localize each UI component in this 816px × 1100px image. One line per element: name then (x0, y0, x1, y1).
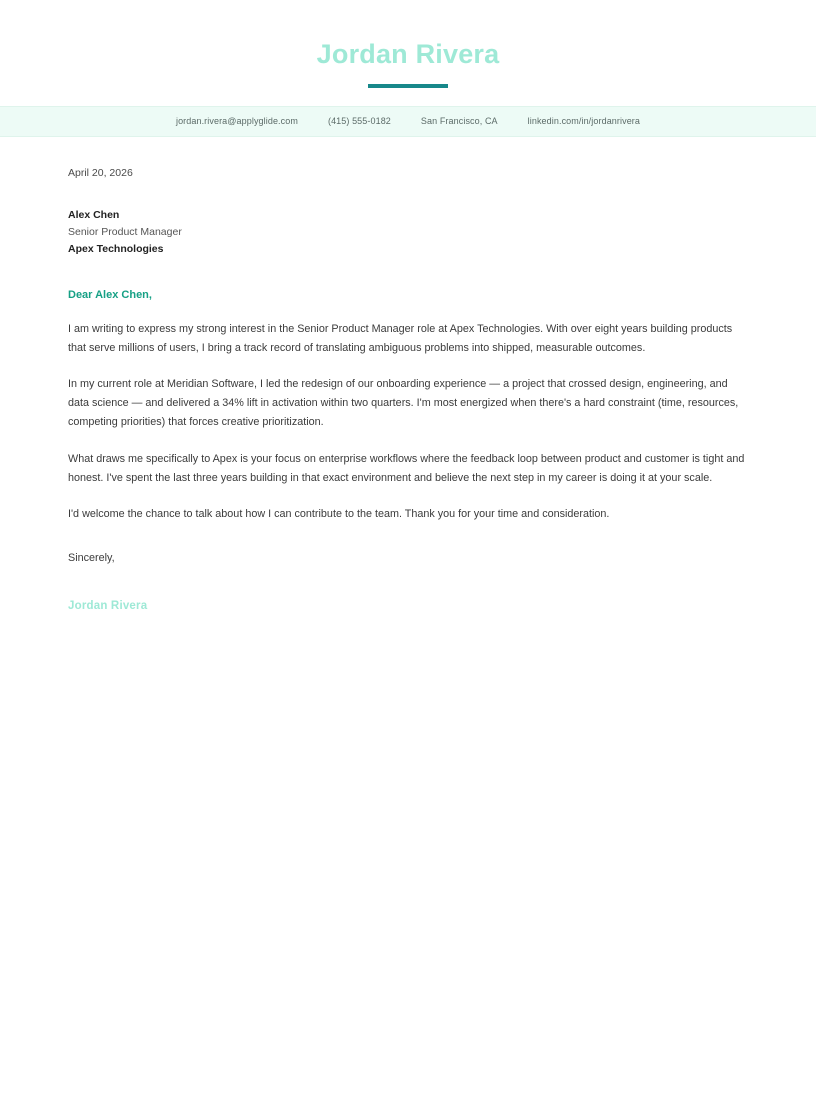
title-underline-accent (368, 84, 448, 88)
recipient-block (68, 207, 748, 259)
signature-name: Jordan Rivera (68, 600, 148, 613)
letter-paragraph: I am writing to express my strong interest in the Senior Product Manager role at Apex Technologies. With over eight years building products that serve millions of users, I bring a track record of translating ambiguous problems into shipped, measurable outcomes. (68, 322, 733, 354)
contact-email[interactable]: jordan.rivera@applyglide.com (175, 116, 298, 127)
closing-line: Sincerely, (68, 552, 115, 565)
letter-paragraph: I'd welcome the chance to talk about how I can contribute to the team. Thank you for your time and consideration. (68, 508, 610, 521)
contact-location: San Francisco, CA (420, 116, 498, 127)
letter-header (0, 0, 816, 106)
letter-paragraph: What draws me specifically to Apex is your focus on enterprise workflows where the feedback loop between product and customer is tight and honest. I've spent the last three years building in that exact environment and believe the next step in my career is doing it at your scale. (68, 452, 745, 484)
recipient-company: Apex Technologies (68, 243, 164, 256)
contact-linkedin[interactable]: linkedin.com/in/jordanrivera (527, 116, 641, 127)
recipient-name: Alex Chen (68, 208, 120, 221)
page-title: Jordan Rivera (316, 39, 500, 69)
salutation: Dear Alex Chen, (68, 288, 152, 301)
letter-body (0, 137, 816, 613)
contact-bar (0, 106, 816, 137)
letter-date: April 20, 2026 (68, 166, 133, 179)
contact-phone[interactable]: (415) 555-0182 (327, 116, 391, 127)
letter-paragraph: In my current role at Meridian Software, I led the redesign of our onboarding experience — a project that crossed design, engineering, and data science — and delivered a 34% lift in activation within two quarters. I'm most energized when there's a hard constraint (time, resources, competing priorities) that forces creative prioritization. (68, 378, 739, 429)
recipient-title: Senior Product Manager (68, 226, 182, 238)
